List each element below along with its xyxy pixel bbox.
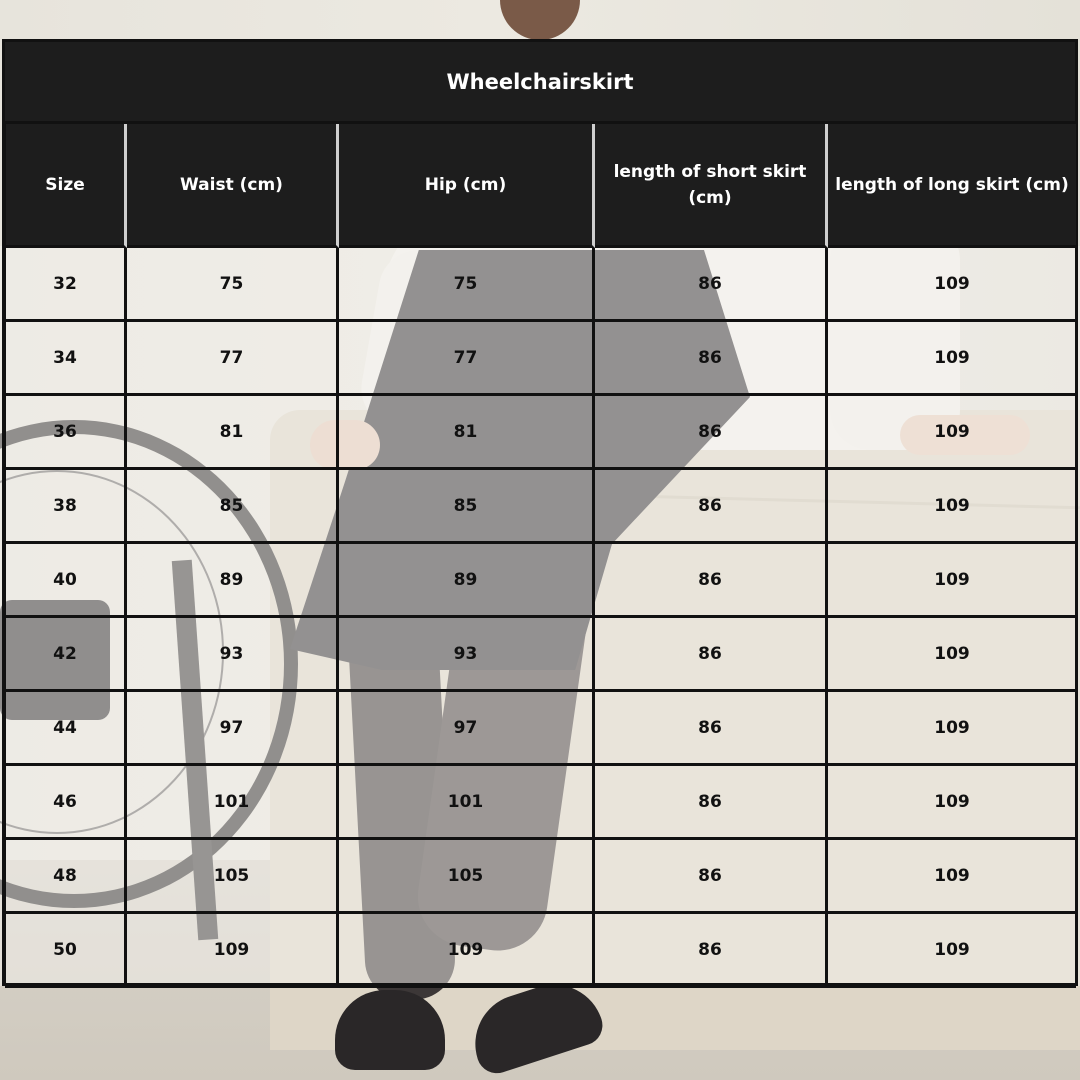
table-cell-length-of-long-skirt: 109	[828, 840, 1076, 914]
table-cell-length-of-short-skirt: 86	[595, 470, 828, 544]
table-cell-length-of-short-skirt: 86	[595, 396, 828, 470]
table-cell-length-of-long-skirt: 109	[828, 766, 1076, 840]
table-cell-length-of-long-skirt: 109	[828, 692, 1076, 766]
table-cell-length-of-short-skirt: 86	[595, 692, 828, 766]
column-header-size: Size	[6, 124, 127, 248]
table-cell-waist: 109	[127, 914, 339, 988]
size-chart-table	[2, 39, 1078, 986]
table-cell-size: 32	[6, 248, 127, 322]
table-cell-length-of-short-skirt: 86	[595, 248, 828, 322]
table-cell-size: 34	[6, 322, 127, 396]
table-cell-length-of-long-skirt: 109	[828, 618, 1076, 692]
table-cell-waist: 89	[127, 544, 339, 618]
table-cell-hip: 105	[339, 840, 595, 914]
table-cell-size: 40	[6, 544, 127, 618]
table-cell-length-of-long-skirt: 109	[828, 914, 1076, 988]
table-cell-hip: 77	[339, 322, 595, 396]
table-cell-length-of-short-skirt: 86	[595, 840, 828, 914]
column-header-length-of-short-skirt: length of short skirt (cm)	[595, 124, 828, 248]
left-shoe	[335, 990, 445, 1070]
table-cell-size: 44	[6, 692, 127, 766]
column-header-length-of-long-skirt: length of long skirt (cm)	[828, 124, 1076, 248]
table-cell-waist: 77	[127, 322, 339, 396]
table-cell-length-of-short-skirt: 86	[595, 544, 828, 618]
table-cell-hip: 109	[339, 914, 595, 988]
table-cell-waist: 101	[127, 766, 339, 840]
table-cell-size: 50	[6, 914, 127, 988]
table-cell-hip: 89	[339, 544, 595, 618]
table-cell-length-of-short-skirt: 86	[595, 618, 828, 692]
table-cell-length-of-short-skirt: 86	[595, 914, 828, 988]
table-cell-size: 46	[6, 766, 127, 840]
table-cell-waist: 97	[127, 692, 339, 766]
table-cell-length-of-long-skirt: 109	[828, 322, 1076, 396]
table-cell-waist: 75	[127, 248, 339, 322]
table-cell-waist: 85	[127, 470, 339, 544]
table-cell-length-of-long-skirt: 109	[828, 470, 1076, 544]
column-header-waist: Waist (cm)	[127, 124, 339, 248]
table-cell-length-of-short-skirt: 86	[595, 322, 828, 396]
table-cell-hip: 97	[339, 692, 595, 766]
table-cell-hip: 85	[339, 470, 595, 544]
table-cell-length-of-long-skirt: 109	[828, 544, 1076, 618]
table-cell-hip: 81	[339, 396, 595, 470]
table-cell-length-of-short-skirt: 86	[595, 766, 828, 840]
table-cell-waist: 105	[127, 840, 339, 914]
size-grid	[5, 124, 1075, 988]
table-cell-size: 38	[6, 470, 127, 544]
table-cell-size: 42	[6, 618, 127, 692]
table-cell-size: 36	[6, 396, 127, 470]
table-cell-length-of-long-skirt: 109	[828, 248, 1076, 322]
table-cell-hip: 93	[339, 618, 595, 692]
table-cell-waist: 81	[127, 396, 339, 470]
table-cell-size: 48	[6, 840, 127, 914]
table-cell-waist: 93	[127, 618, 339, 692]
table-title: Wheelchairskirt	[5, 42, 1075, 124]
table-cell-length-of-long-skirt: 109	[828, 396, 1076, 470]
table-cell-hip: 75	[339, 248, 595, 322]
column-header-hip: Hip (cm)	[339, 124, 595, 248]
table-cell-hip: 101	[339, 766, 595, 840]
